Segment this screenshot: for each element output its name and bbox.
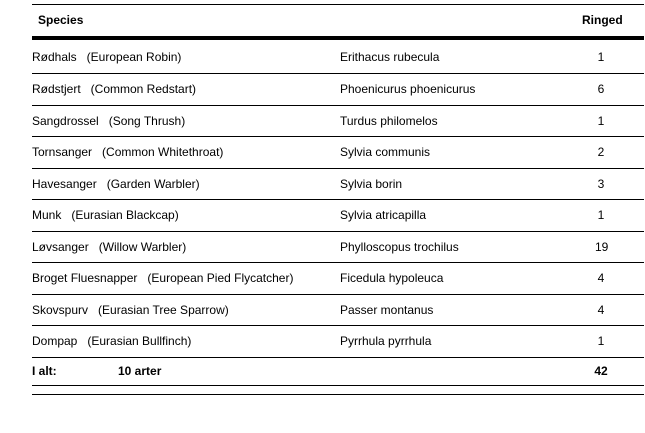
- latin-name: Turdus philomelos: [340, 113, 438, 128]
- total-label: I alt:: [32, 364, 57, 378]
- header-ringed: Ringed: [582, 13, 623, 27]
- species-name: Broget Fluesnapper (European Pied Flycatcher): [32, 271, 294, 286]
- table-row: [32, 169, 644, 201]
- table-row: [32, 263, 644, 295]
- species-name: Sangdrossel (Song Thrush): [32, 113, 186, 128]
- species-name: Rødhals (European Robin): [32, 49, 182, 64]
- table-row: [32, 326, 644, 358]
- ringed-count: 1: [597, 334, 605, 349]
- table-row: [32, 137, 644, 169]
- table-body: [32, 40, 644, 358]
- ringed-count: 2: [597, 145, 605, 160]
- latin-name: Sylvia communis: [340, 145, 431, 160]
- total-row: [32, 358, 644, 386]
- ringed-count: 19: [595, 239, 609, 254]
- bottom-rule: [32, 394, 644, 395]
- ringed-count: 6: [597, 82, 605, 97]
- table-header: [32, 5, 644, 36]
- ringed-count: 1: [597, 49, 605, 64]
- table-row: [32, 295, 644, 327]
- table-row: [32, 200, 644, 232]
- table-row: [32, 74, 644, 106]
- latin-name: Phoenicurus phoenicurus: [340, 82, 476, 97]
- ringed-count: 4: [597, 271, 605, 286]
- table-row: [32, 40, 644, 74]
- total-count: 42: [594, 364, 608, 378]
- species-name: Rødstjert (Common Redstart): [32, 82, 197, 97]
- total-species: 10 arter: [118, 364, 162, 378]
- ringed-count: 3: [597, 176, 605, 191]
- table-row: [32, 106, 644, 138]
- ringed-count: 1: [597, 208, 605, 223]
- species-name: Tornsanger (Common Whitethroat): [32, 145, 224, 160]
- species-table: [32, 4, 644, 395]
- latin-name: Sylvia atricapilla: [340, 208, 427, 223]
- species-name: Løvsanger (Willow Warbler): [32, 239, 187, 254]
- table-row: [32, 232, 644, 264]
- latin-name: Pyrrhula pyrrhula: [340, 334, 432, 349]
- latin-name: Erithacus rubecula: [340, 49, 440, 64]
- species-name: Munk (Eurasian Blackcap): [32, 208, 179, 223]
- ringed-count: 1: [597, 113, 605, 128]
- latin-name: Sylvia borin: [340, 176, 403, 191]
- latin-name: Phylloscopus trochilus: [340, 239, 459, 254]
- latin-name: Passer montanus: [340, 302, 434, 317]
- header-species: Species: [38, 13, 84, 27]
- ringed-count: 4: [597, 302, 605, 317]
- species-name: Havesanger (Garden Warbler): [32, 176, 200, 191]
- latin-name: Ficedula hypoleuca: [340, 271, 444, 286]
- species-name: Dompap (Eurasian Bullfinch): [32, 334, 192, 349]
- species-name: Skovspurv (Eurasian Tree Sparrow): [32, 302, 229, 317]
